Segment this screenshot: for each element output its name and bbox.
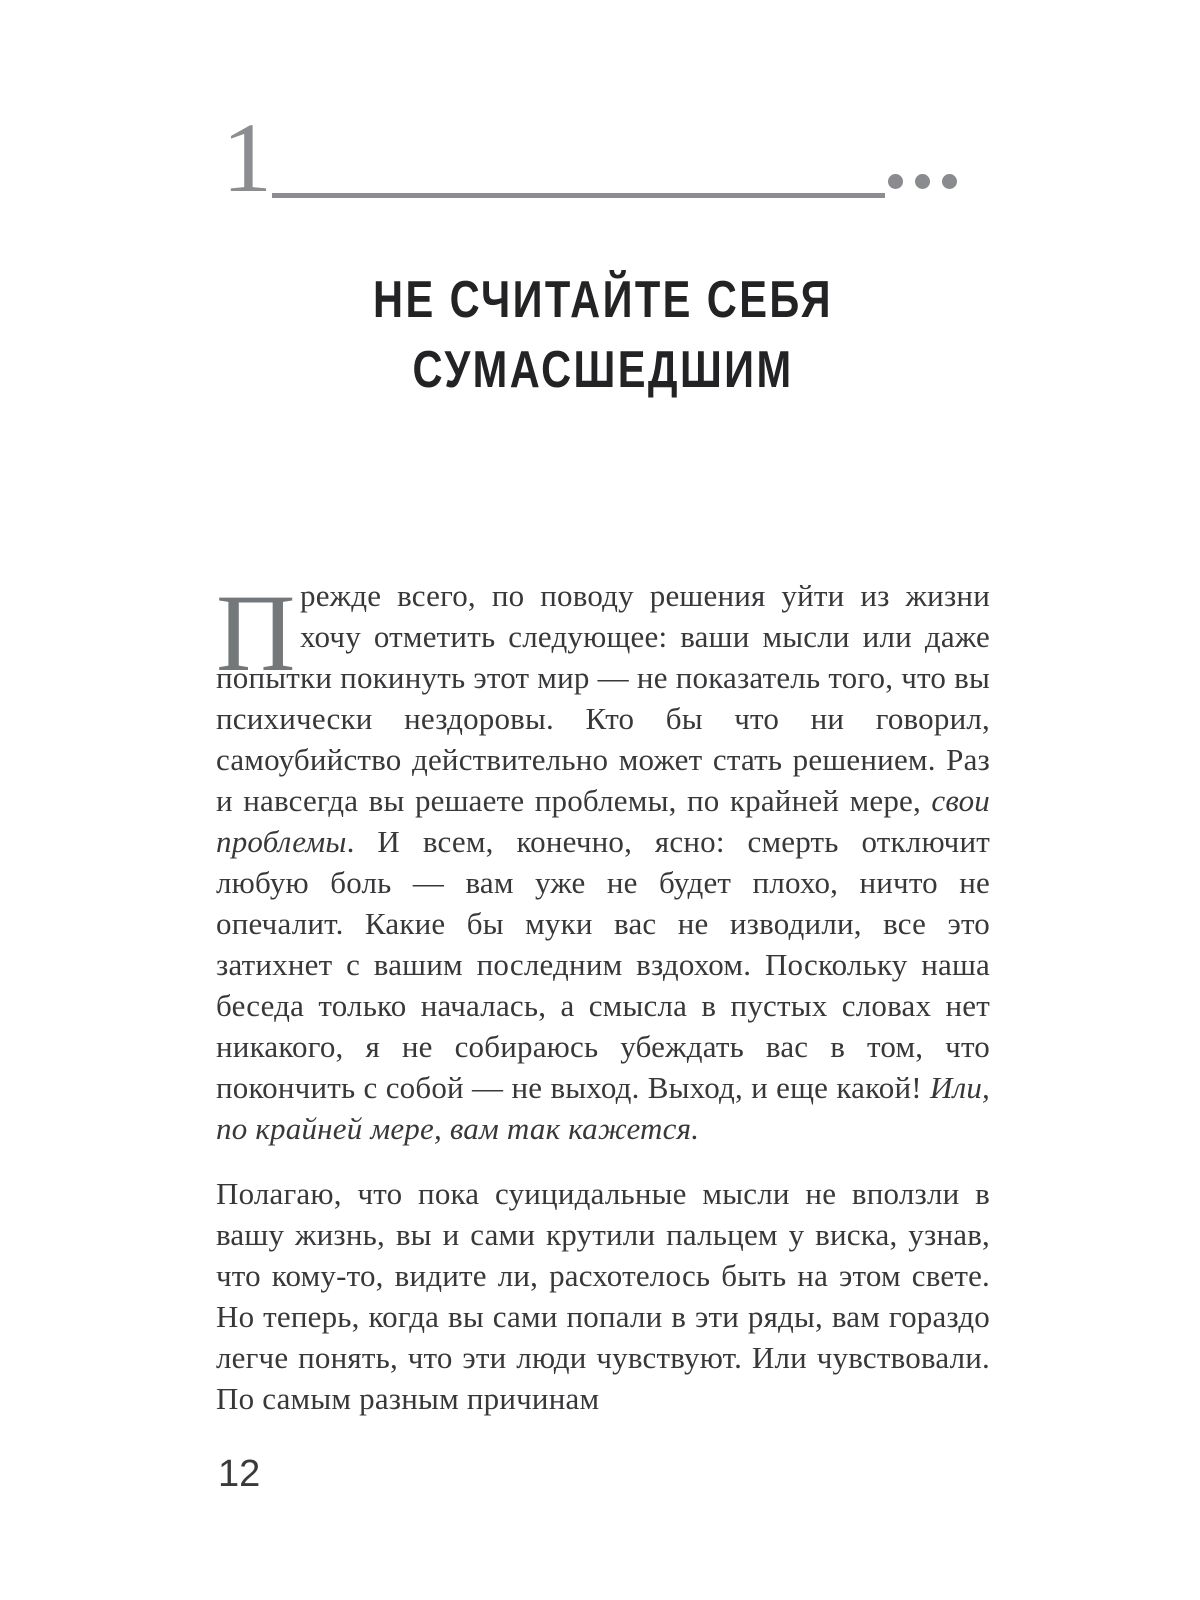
chapter-title — [216, 265, 990, 405]
page-number: 12 — [218, 1453, 261, 1495]
dot-icon — [942, 174, 957, 189]
drop-cap: П — [216, 572, 296, 694]
paragraph-2-text: Полагаю, что пока суицидальные мысли не вползли в вашу жизнь, вы и сами крутили пальцем у виска, узнав, что кому-то, видите ли, расхотелось быть на этом свете. Но теперь, когда вы сами попали в эти ряды, вам гораздо легче понять, что эти люди чувствуют. Или чувствовали. По самым разным причинам — [216, 1176, 990, 1416]
header-rule — [272, 193, 885, 198]
chapter-header — [0, 0, 1200, 220]
chapter-title-line-2: СУМАСШЕДШИМ — [412, 341, 794, 399]
chapter-title-line-1: НЕ СЧИТАЙТЕ СЕБЯ — [373, 271, 833, 329]
chapter-number: 1 — [222, 102, 272, 213]
paragraph-1 — [216, 572, 990, 1149]
paragraph-2 — [216, 1173, 990, 1419]
header-dots — [888, 174, 957, 189]
dot-icon — [915, 174, 930, 189]
paragraph-1-text: режде всего, по поводу решения уйти из жизни хочу отметить следующее: ваши мысли или даже попытки покинуть этот мир — не показатель того, что вы психически нездоровы. Кто бы что ни говорил, самоубийство действительно может стать решением. Раз и навсегда вы решаете проблемы, по крайней мере, свои проблемы. И всем, конечно, ясно: смерть отключит любую боль — вам уже не будет плохо, ничто не опечалит. Какие бы муки вас не изводили, все это затихнет с вашим последним вздохом. Поскольку наша беседа только началась, а смысла в пустых словах нет никакого, я не собираюсь убеждать вас в том, что покончить с собой — не выход. Выход, и еще какой! Или, по крайней мере, вам так кажется. — [216, 578, 990, 1146]
body-text — [216, 572, 990, 1419]
dot-icon — [888, 174, 903, 189]
